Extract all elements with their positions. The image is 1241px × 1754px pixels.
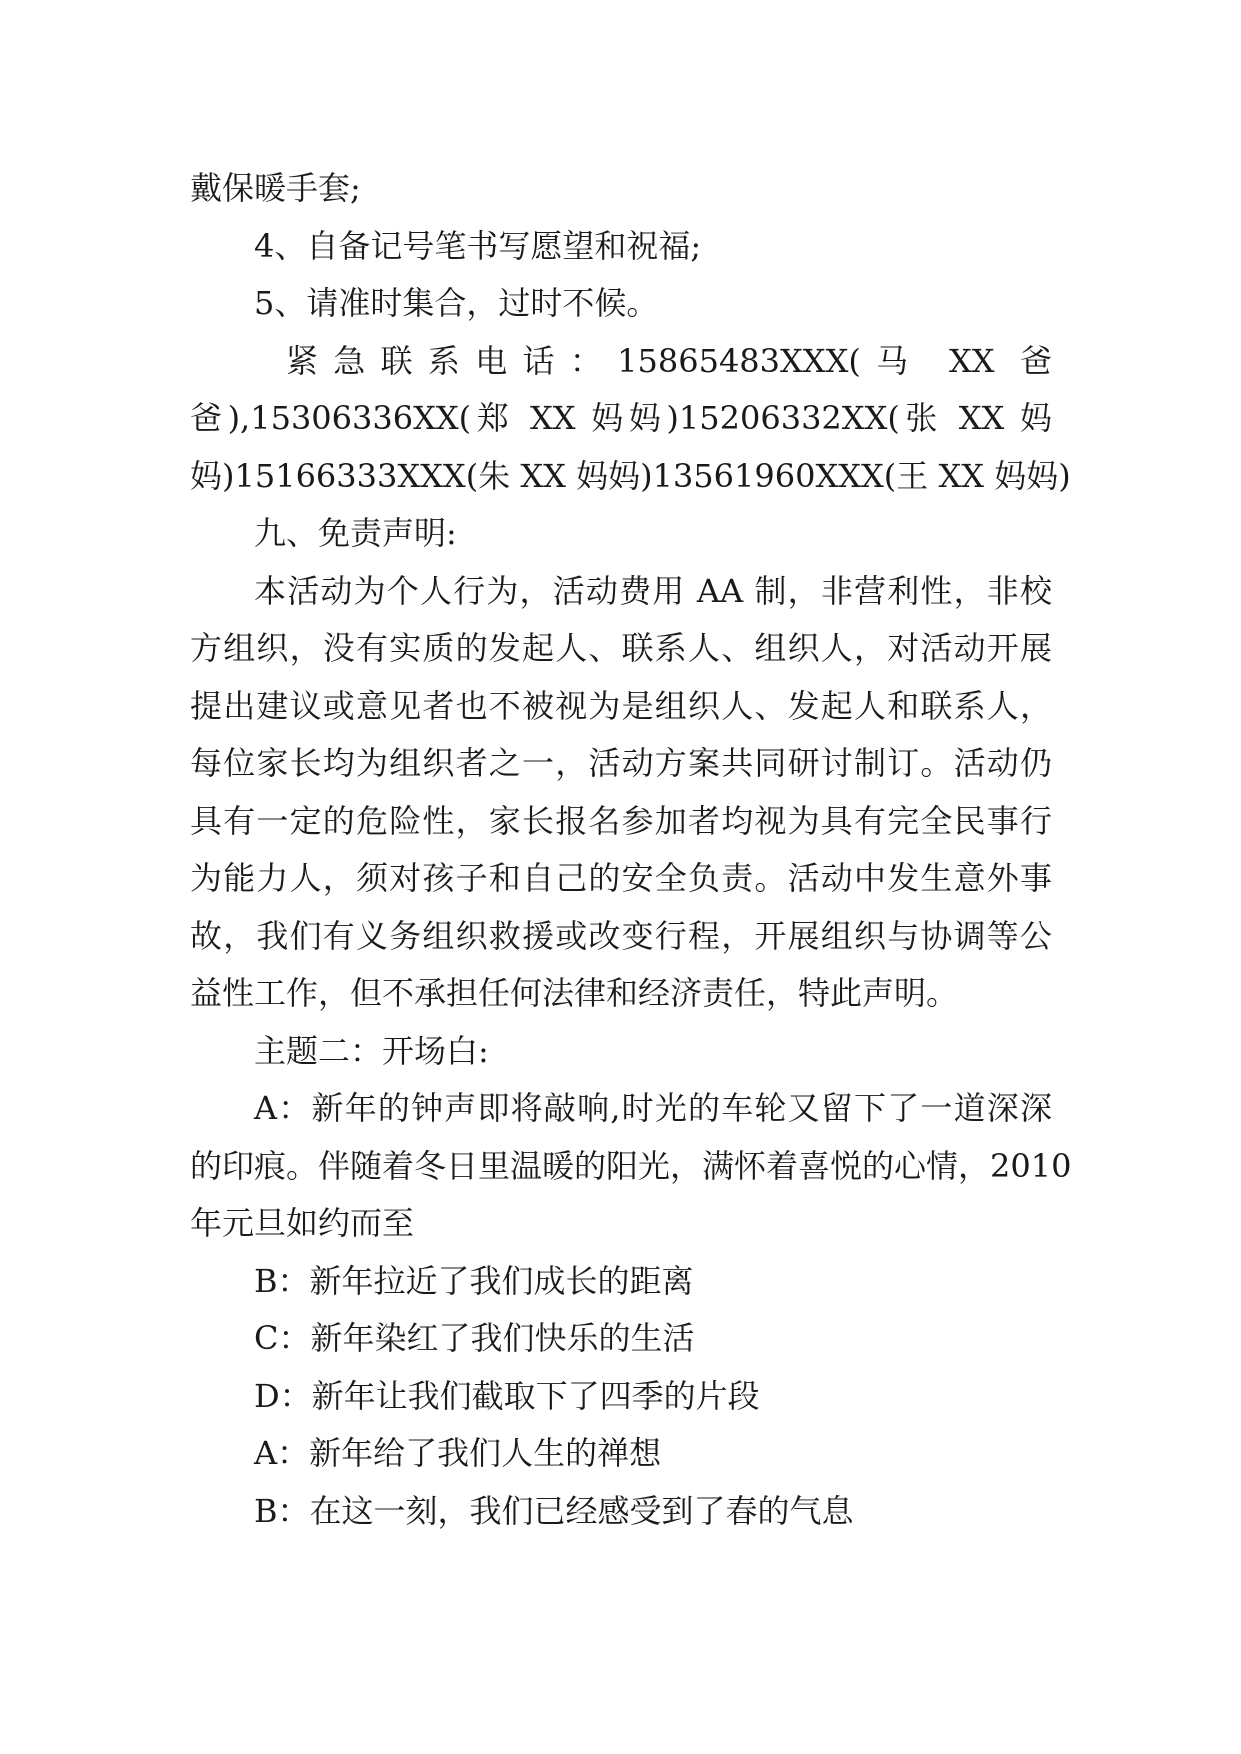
emergency-contact-line: 妈)15166333XXX(朱 XX 妈妈)13561960XXX(王 XX 妈妈) bbox=[190, 456, 1071, 495]
dialogue-line: D：新年让我们截取下了四季的片段 bbox=[254, 1376, 760, 1415]
document-body bbox=[190, 160, 1072, 1540]
text-line: 4、自备记号笔书写愿望和祝福; bbox=[254, 226, 702, 265]
dialogue-line: B：在这一刻，我们已经感受到了春的气息 bbox=[254, 1491, 854, 1530]
paragraph-line: 益性工作，但不承担任何法律和经济责任，特此声明。 bbox=[190, 974, 959, 1012]
paragraph-line: 为能力人，须对孩子和自己的安全负责。活动中发生意外事 bbox=[190, 859, 1052, 897]
text-line: 5、请准时集合，过时不候。 bbox=[254, 284, 659, 322]
paragraph-line: 提出建议或意见者也不被视为是组织人、发起人和联系人， bbox=[190, 686, 1052, 725]
emergency-contact-line: 爸),15306336XX(郑 XX 妈妈)15206332XX(张 XX 妈 bbox=[190, 399, 1052, 437]
dialogue-line: 的印痕。伴随着冬日里温暖的阳光，满怀着喜悦的心情，2010 bbox=[190, 1146, 1072, 1185]
paragraph-line: 方组织，没有实质的发起人、联系人、组织人，对活动开展 bbox=[190, 629, 1052, 667]
section-heading: 主题二：开场白: bbox=[254, 1031, 489, 1070]
emergency-contact-line: 紧急联系电话：15865483XXX(马 XX 爸 bbox=[286, 341, 1052, 380]
paragraph-line: 每位家长均为组织者之一，活动方案共同研讨制订。活动仍 bbox=[190, 744, 1052, 782]
paragraph-line: 具有一定的危险性，家长报名参加者均视为具有完全民事行 bbox=[190, 801, 1052, 840]
dialogue-line: B：新年拉近了我们成长的距离 bbox=[254, 1261, 694, 1300]
dialogue-line: C：新年染红了我们快乐的生活 bbox=[254, 1319, 695, 1357]
paragraph-line: 故，我们有义务组织救援或改变行程，开展组织与协调等公 bbox=[190, 916, 1052, 955]
paragraph-line: 本活动为个人行为，活动费用 AA 制，非营利性，非校 bbox=[254, 571, 1052, 610]
dialogue-line: A：新年的钟声即将敲响,时光的车轮又留下了一道深深 bbox=[254, 1089, 1052, 1127]
section-heading: 九、免责声明: bbox=[254, 514, 457, 552]
text-line: 戴保暖手套; bbox=[190, 169, 361, 207]
dialogue-line: 年元旦如约而至 bbox=[190, 1204, 415, 1242]
dialogue-line: A：新年给了我们人生的禅想 bbox=[254, 1434, 662, 1472]
